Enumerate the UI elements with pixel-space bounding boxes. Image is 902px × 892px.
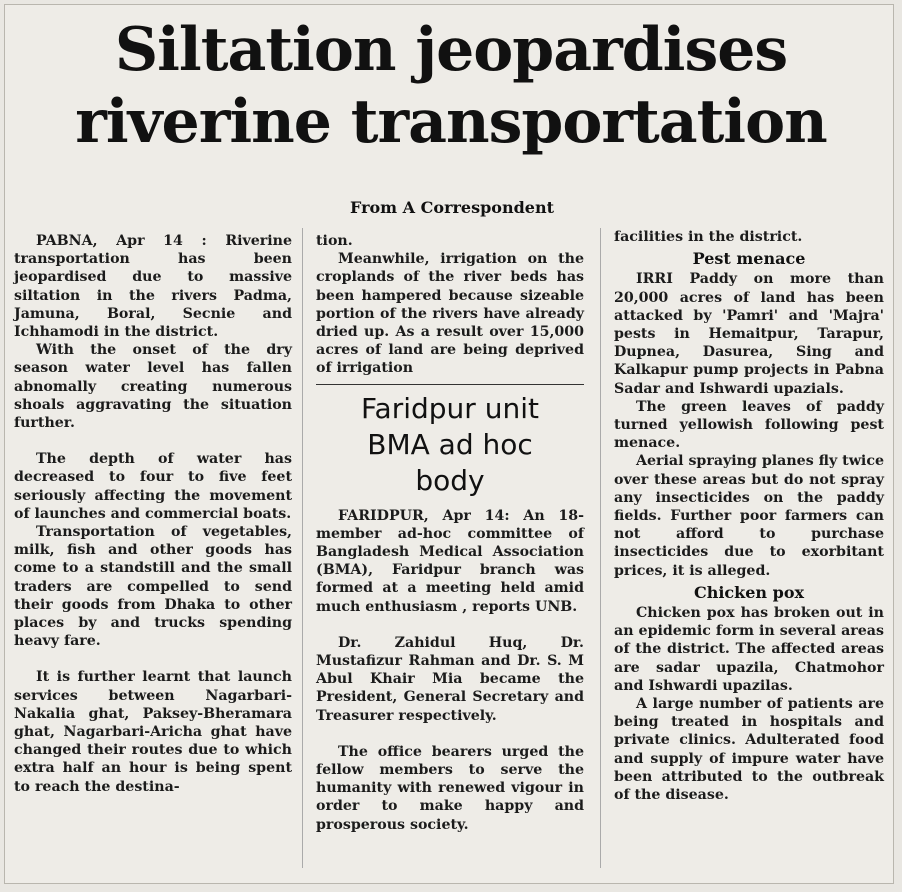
paragraph: Meanwhile, irrigation on the croplands of the river beds has been hampered because sizeable portion of the rivers have already dried up. As a result over 15,000 acres of land are being deprived of irrigation [316, 251, 584, 377]
sub-headline-line-1: Faridpur unit [361, 391, 539, 425]
byline: From A Correspondent [350, 198, 554, 217]
sub-headline-line-2: BMA ad hoc [367, 427, 533, 461]
headline-line-1: Siltation jeopardises [114, 15, 788, 85]
sub-headline-line-3: body [415, 463, 485, 497]
subhead-chicken-pox: Chicken pox [693, 582, 805, 602]
sub-headline [316, 391, 584, 499]
paragraph: It is further learnt that launch services between Nagarbari-Nakalia ghat, Paksey-Bheramara ghat, Nagarbari-Aricha ghat have changed their routes due to which extra half an hour is being spent to reach the destina- [14, 669, 292, 795]
paragraph: Chicken pox has broken out in an epidemic form in several areas of the district. The affected areas are sadar upazila, Chatmohor and Ishwardi upazilas. [614, 605, 884, 694]
article-column-3 [614, 228, 884, 804]
paragraph: tion. [316, 233, 353, 249]
headline-line-2: riverine transportation [75, 87, 827, 157]
paragraph: PABNA, Apr 14 : Riverine transportation has been jeopardised due to massive siltation in the rivers Padma, Jamuna, Boral, Secnie and Ichhamodi in the district. [14, 233, 292, 341]
paragraph: A large number of patients are being treated in hospitals and private clinics. Adulterated food and supply of impure water have been attributed to the outbreak of the disease. [614, 696, 884, 804]
subhead-pest-menace: Pest menace [692, 249, 806, 269]
paragraph: FARIDPUR, Apr 14: An 18-member ad-hoc committee of Bangladesh Medical Association (BMA), Faridpur branch was formed at a meeting held amid much enthusiasm , reports UNB. [316, 507, 584, 615]
paragraph: Aerial spraying planes fly twice over these areas but do not spray any insecticides on the paddy fields. Further poor farmers can not afford to purchase insecticides due to exorbitant prices, it is alleged. [614, 453, 884, 579]
paragraph: The green leaves of paddy turned yellowish following pest menace. [614, 398, 884, 452]
paragraph: The depth of water has decreased to four to five feet seriously affecting the movement of launches and commercial boats. [14, 451, 292, 522]
section-rule [316, 384, 584, 385]
article-column-2 [316, 232, 584, 834]
headline [0, 14, 902, 158]
column-divider-1 [302, 228, 303, 868]
paragraph: Transportation of vegetables, milk, fish and other goods has come to a standstill and the small traders are compelled to send their goods from Dhaka to other places by and trucks spending heavy fare. [14, 524, 292, 650]
article-column-1 [14, 232, 292, 796]
paragraph: The office bearers urged the fellow members to serve the humanity with renewed vigour in order to make happy and prosperous society. [316, 743, 584, 833]
paragraph: IRRI Paddy on more than 20,000 acres of land has been attacked by 'Pamri' and 'Majra' pests in Hemaitpur, Tarapur, Dupnea, Dasurea, Sing and Kalkapur pump projects in Pabna Sadar and Ishwardi upazials. [614, 271, 884, 397]
paragraph: With the onset of the dry season water level has fallen abnomally creating numerous shoals aggravating the situation further. [14, 342, 292, 432]
paragraph: Dr. Zahidul Huq, Dr. Mustafizur Rahman and Dr. S. M Abul Khair Mia became the President, General Secretary and Treasurer respectively. [316, 634, 584, 724]
column-divider-2 [600, 228, 601, 868]
paragraph: facilities in the district. [614, 229, 803, 245]
